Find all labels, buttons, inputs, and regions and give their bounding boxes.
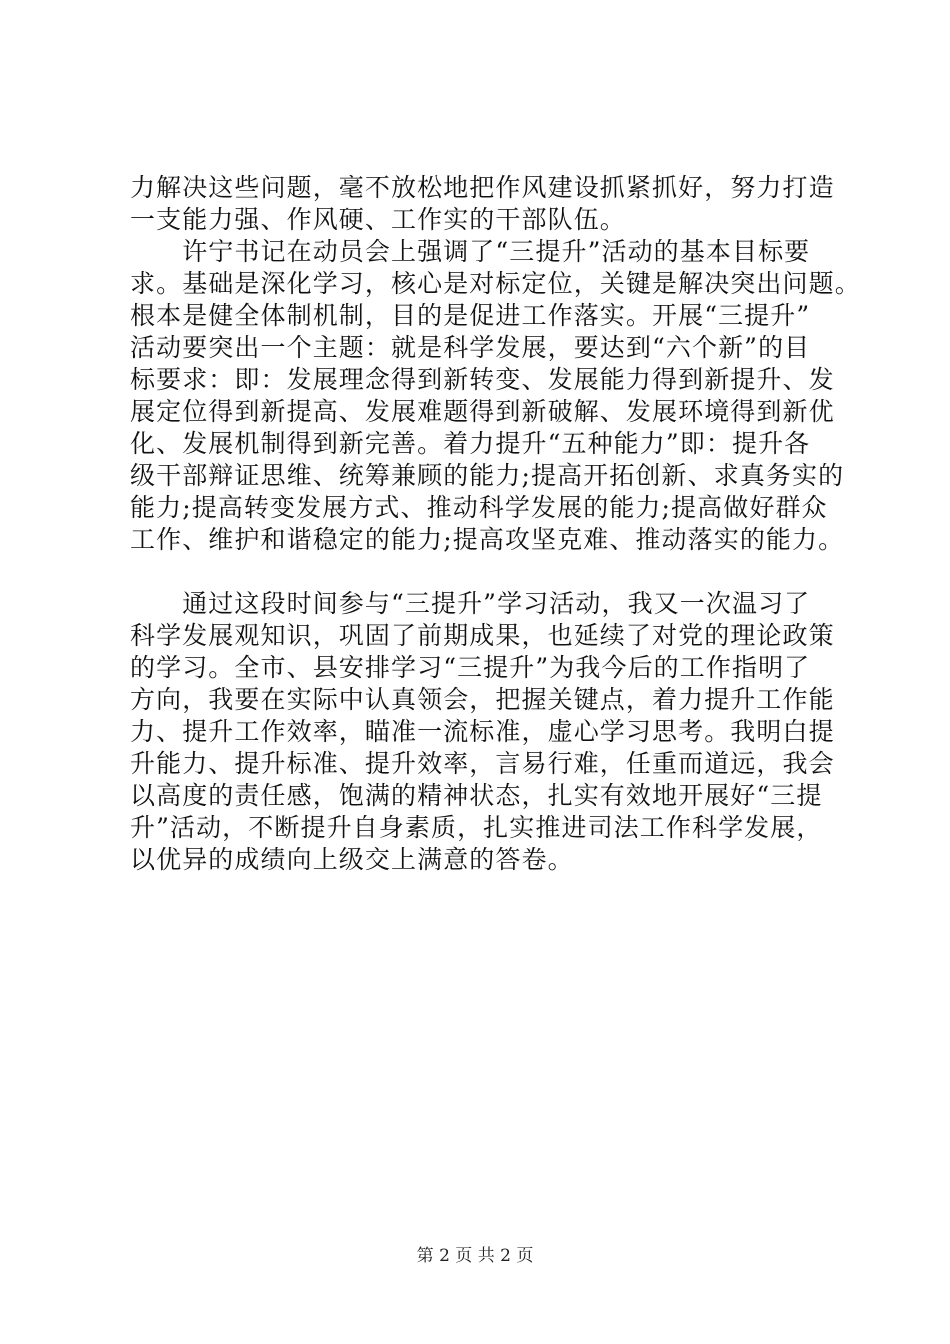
text-line: 一支能力强、作风硬、工作实的干部队伍。 — [130, 205, 626, 234]
paragraph-gap — [130, 556, 832, 588]
text-line: 通过这段时间参与“三提升”学习活动，我又一次温习了 — [130, 589, 811, 618]
document-body — [130, 172, 861, 876]
text-line: 力解决这些问题，毫不放松地把作风建设抓紧抓好，努力打造 — [130, 173, 835, 202]
text-line: 求。基础是深化学习，核心是对标定位，关键是解决突出问题。 — [130, 269, 861, 298]
text-line: 力、提升工作效率，瞄准一流标准，虚心学习思考。我明白提 — [130, 717, 835, 746]
text-line: 的学习。全市、县安排学习“三提升”为我今后的工作指明了 — [130, 653, 811, 682]
text-line: 标要求：即：发展理念得到新转变、发展能力得到新提升、发 — [130, 365, 835, 394]
text-line: 升能力、提升标准、提升效率，言易行难，任重而道远，我会 — [130, 749, 835, 778]
text-line: 根本是健全体制机制，目的是促进工作落实。开展“三提升” — [130, 301, 811, 330]
text-line: 活动要突出一个主题：就是科学发展，要达到“六个新”的目 — [130, 333, 811, 362]
text-line: 以优异的成绩向上级交上满意的答卷。 — [130, 845, 574, 874]
text-line: 方向，我要在实际中认真领会，把握关键点，着力提升工作能 — [130, 685, 835, 714]
text-line: 级干部辩证思维、统筹兼顾的能力;提高开拓创新、求真务实的 — [130, 461, 845, 490]
text-line: 升”活动，不断提升自身素质，扎实推进司法工作科学发展， — [130, 813, 823, 842]
page-number-footer: 第 2 页 共 2 页 — [416, 1246, 534, 1266]
text-line: 以高度的责任感，饱满的精神状态，扎实有效地开展好“三提 — [130, 781, 823, 810]
text-line: 科学发展观知识，巩固了前期成果，也延续了对党的理论政策 — [130, 621, 835, 650]
text-line: 化、发展机制得到新完善。着力提升“五种能力”即：提升各 — [130, 429, 811, 458]
text-line: 能力;提高转变发展方式、推动科学发展的能力;提高做好群众 — [130, 493, 828, 522]
text-line: 工作、维护和谐稳定的能力;提高攻坚克难、推动落实的能力。 — [130, 525, 845, 554]
text-line: 展定位得到新提高、发展难题得到新破解、发展环境得到新优 — [130, 397, 835, 426]
text-line: 许宁书记在动员会上强调了“三提升”活动的基本目标要 — [130, 237, 811, 266]
